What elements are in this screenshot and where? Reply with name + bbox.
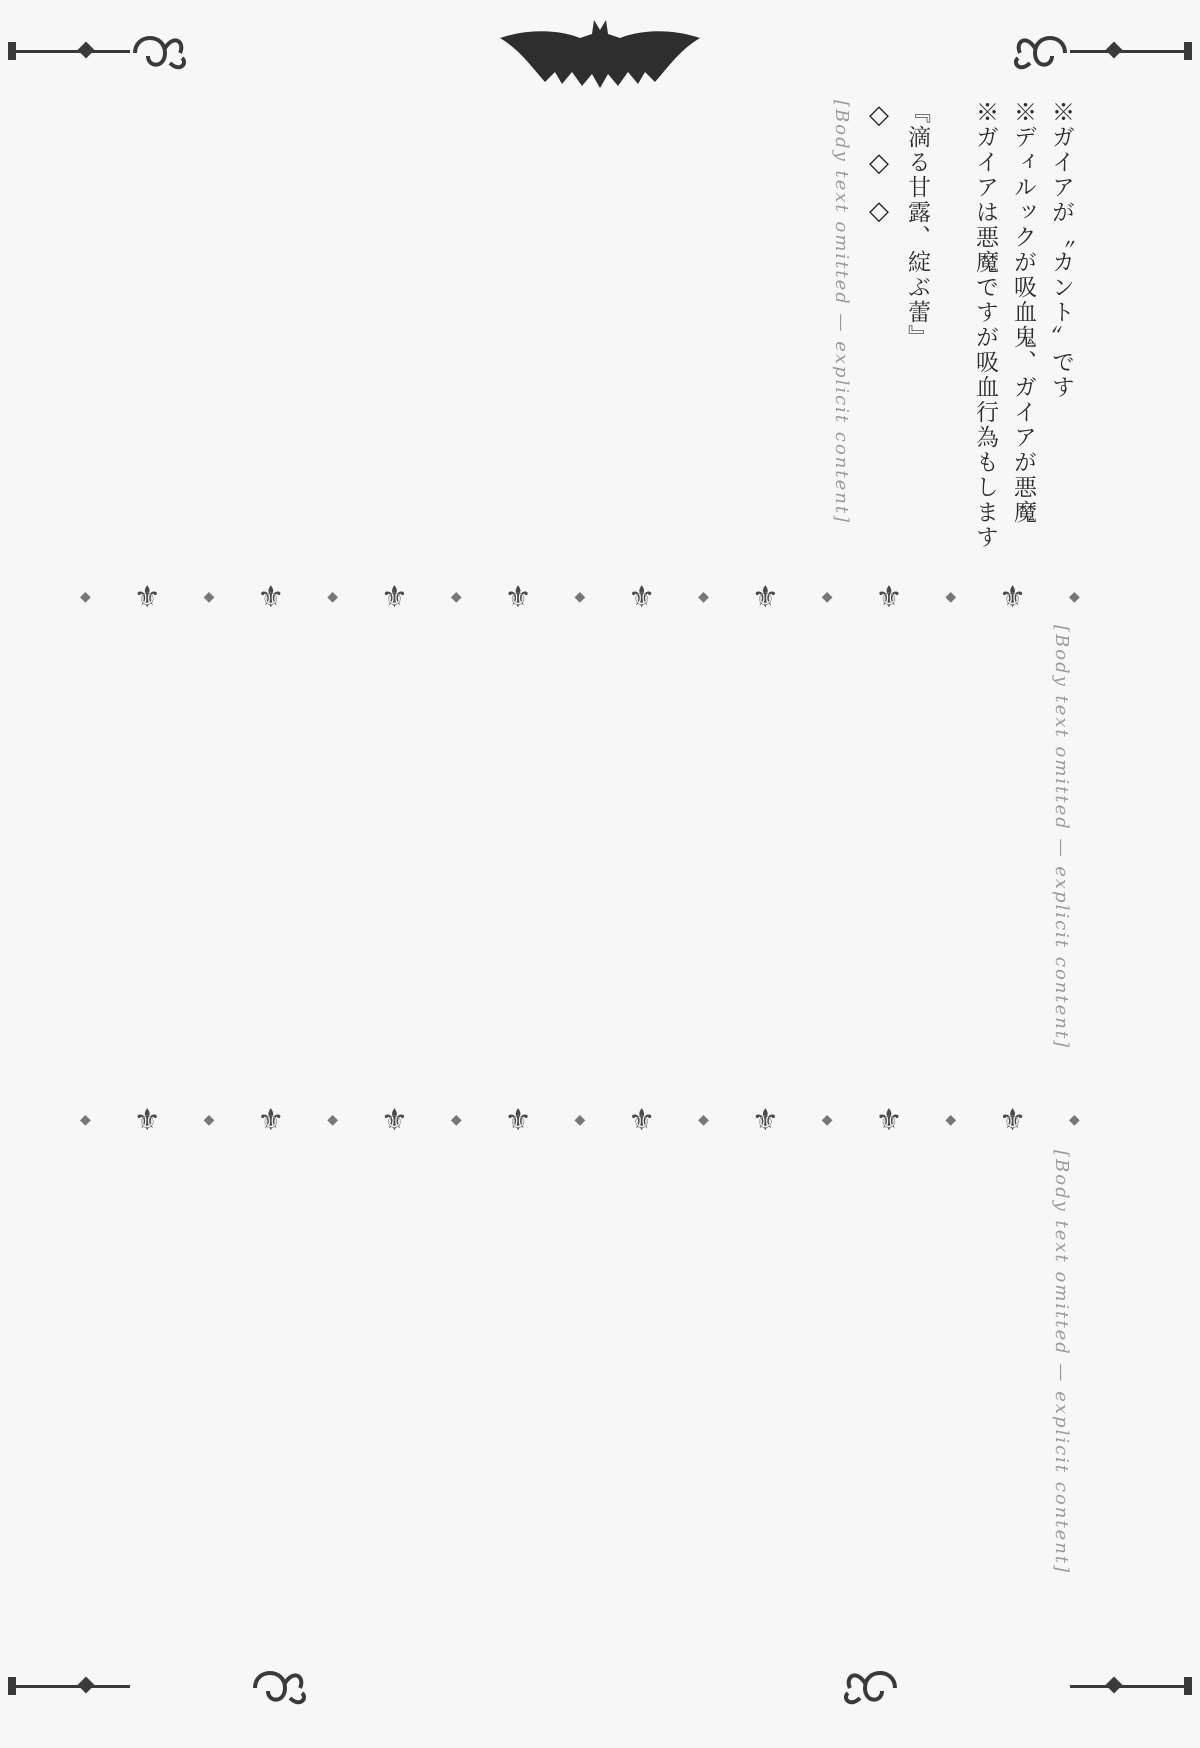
fleur-de-lis-icon: ⚜ bbox=[381, 579, 408, 615]
fleur-de-lis-icon: ⚜ bbox=[875, 1102, 903, 1138]
divider-dot: ◆ bbox=[1069, 1112, 1080, 1128]
note-line: ※ディルックが吸血鬼、ガイアが悪魔 bbox=[1010, 100, 1036, 525]
divider-dot: ◆ bbox=[574, 1112, 586, 1128]
divider-dot: ◆ bbox=[450, 1112, 462, 1128]
rule-diamond-left bbox=[78, 1677, 95, 1694]
scroll-flourish-icon bbox=[130, 28, 190, 78]
fleur-de-lis-icon: ⚜ bbox=[751, 579, 779, 615]
note-line: ※ガイアは悪魔ですが吸血行為もします bbox=[972, 100, 998, 550]
header-ornament bbox=[0, 20, 1200, 80]
fleur-de-lis-icon: ⚜ bbox=[875, 579, 903, 615]
story-title: 『滴る甘露、綻ぶ蕾』 bbox=[904, 100, 930, 350]
text-tier-3 bbox=[70, 1150, 1080, 1620]
fleur-de-lis-icon: ⚜ bbox=[628, 579, 656, 615]
scroll-flourish-icon bbox=[840, 1663, 900, 1713]
fleur-de-lis-icon: ⚜ bbox=[133, 579, 161, 615]
divider-dot: ◆ bbox=[574, 589, 586, 605]
text-tier-1 bbox=[70, 100, 1080, 570]
fleur-divider bbox=[80, 577, 1080, 617]
divider-dot: ◆ bbox=[821, 1112, 833, 1128]
rule-cap-left bbox=[8, 42, 16, 60]
rule-cap-left bbox=[8, 1677, 16, 1695]
body-text-block: [Body text omitted — explicit content] bbox=[1051, 1150, 1072, 1575]
divider-dot: ◆ bbox=[821, 589, 833, 605]
text-tier-2 bbox=[70, 625, 1080, 1095]
rule-line-left bbox=[10, 1685, 130, 1688]
divider-dot: ◆ bbox=[945, 1112, 957, 1128]
fleur-de-lis-icon: ⚜ bbox=[133, 1102, 161, 1138]
fleur-de-lis-icon: ⚜ bbox=[504, 579, 532, 615]
fleur-de-lis-icon: ⚜ bbox=[381, 1102, 408, 1138]
footer-ornament bbox=[0, 1655, 1200, 1715]
fleur-divider bbox=[80, 1100, 1080, 1140]
rule-line-left bbox=[10, 50, 130, 53]
author-notes bbox=[966, 100, 1080, 570]
rule-diamond-left bbox=[78, 42, 95, 59]
fleur-de-lis-icon: ⚜ bbox=[504, 1102, 532, 1138]
rule-cap-right bbox=[1184, 1677, 1192, 1695]
bat-icon bbox=[490, 20, 710, 90]
note-line: ※ガイアが〝カント〟です bbox=[1048, 100, 1074, 400]
divider-dot: ◆ bbox=[327, 589, 339, 605]
body-text-block: [Body text omitted — explicit content] bbox=[1051, 625, 1072, 1050]
divider-dot: ◆ bbox=[698, 589, 709, 605]
divider-dot: ◆ bbox=[80, 1112, 91, 1128]
rule-cap-right bbox=[1184, 42, 1192, 60]
divider-dot: ◆ bbox=[80, 589, 91, 605]
fleur-de-lis-icon: ⚜ bbox=[999, 579, 1027, 615]
fleur-de-lis-icon: ⚜ bbox=[257, 579, 285, 615]
scroll-flourish-icon bbox=[250, 1663, 310, 1713]
divider-dot: ◆ bbox=[698, 1112, 709, 1128]
section-break-marks: ◇◇◇ bbox=[864, 100, 894, 244]
body-text-block: [Body text omitted — explicit content] bbox=[831, 100, 852, 525]
divider-dot: ◆ bbox=[450, 589, 462, 605]
rule-line-right bbox=[1070, 1685, 1190, 1688]
fleur-de-lis-icon: ⚜ bbox=[751, 1102, 779, 1138]
divider-dot: ◆ bbox=[203, 1112, 215, 1128]
fleur-de-lis-icon: ⚜ bbox=[628, 1102, 656, 1138]
scroll-flourish-icon bbox=[1010, 28, 1070, 78]
divider-dot: ◆ bbox=[945, 589, 957, 605]
divider-dot: ◆ bbox=[327, 1112, 339, 1128]
fleur-de-lis-icon: ⚜ bbox=[257, 1102, 285, 1138]
fleur-de-lis-icon: ⚜ bbox=[999, 1102, 1027, 1138]
divider-dot: ◆ bbox=[203, 589, 215, 605]
divider-dot: ◆ bbox=[1069, 589, 1080, 605]
rule-line-right bbox=[1070, 50, 1190, 53]
